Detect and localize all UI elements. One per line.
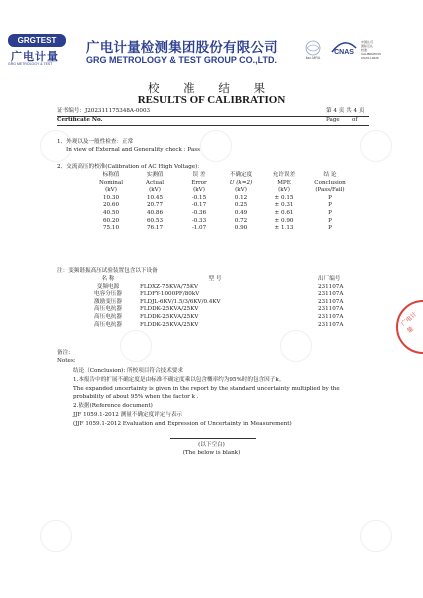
uncertainty-note-en-a: The expanded uncertainty is given in the report by the standard uncertainty multiplied by the (73, 386, 340, 392)
of-label-en: of (352, 117, 358, 123)
svg-text:CNAS: CNAS (334, 49, 354, 56)
table-row: 60.20 60.53 -0.33 0.72 ± 0.90 P (102, 217, 332, 224)
page-label-en: Page (326, 117, 340, 123)
table-row: 激励变压器 FLDJL-6KV/1.5/3/6KV/0.4KV 231107A (94, 298, 344, 305)
company-logo: GRGTEST (8, 34, 66, 47)
svg-text:ilac-MRA: ilac-MRA (305, 56, 321, 60)
table-row: 高压电抗器 FLDDK-25KVA/25KV 231107A (94, 321, 344, 328)
calibration-table (90, 172, 354, 233)
ilac-mra-logo-icon (301, 40, 325, 60)
table-units: (kV) (kV) (kV) (kV) (kV) (Pass/Fail) (105, 187, 345, 194)
cnas-caption: 中国认可 国际互认 校准 CALIBRATION CNAS L0446 (361, 40, 381, 60)
conclusion-text: 结论（Conclusion): 所校项目符合技术要求 (73, 368, 183, 374)
logo-sub-text: GRG METROLOGY & TEST (8, 62, 53, 66)
divider (57, 116, 369, 117)
equipment-table (76, 276, 360, 329)
company-name-en: GRG METROLOGY & TEST GROUP CO.,LTD. (86, 55, 278, 65)
table-header-en: Nominal Actual Error U (k=2) MPE Conclusion (98, 179, 346, 186)
blank-note-en: (The below is blank) (182, 450, 241, 456)
title-en: RESULTS OF CALIBRATION (137, 94, 286, 106)
section1-cn: 1、外观以及一般性检查：正常 (57, 139, 134, 145)
notes-label-cn: 备注: (57, 350, 71, 356)
reference-doc-cn: JJF 1059.1-2012 测量不确定度评定与表示 (73, 412, 183, 418)
blank-note-cn: (以下空白) (198, 442, 225, 448)
table-row: 高压电抗器 FLDDK-25KVA/25KV 231107A (94, 306, 344, 313)
equipment-header: 名 称 型 号 出厂编号 (101, 276, 341, 282)
company-name-cn: 广电计量检测集团股份有限公司 (86, 40, 278, 56)
table-row: 10.30 10.45 -0.15 0.12 ± 0.15 P (102, 194, 332, 201)
watermark (40, 130, 72, 162)
table-row: 电容分压器 FLDFY-1000PF/80kV 231107A (94, 291, 344, 298)
watermark (40, 520, 72, 552)
table-header-cn: 标称值 实测值 误 差 不确定度 允许误差 结 论 (102, 172, 337, 178)
divider (57, 125, 369, 126)
table-row: 变频电源 FLDXZ-75KVA/75KV 231107A (96, 283, 344, 290)
table-row: 20.60 20.77 -0.17 0.25 ± 0.31 P (102, 202, 332, 209)
cnas-logo-icon (329, 38, 359, 60)
certificate-number-en: Certificate No. (57, 117, 103, 123)
title-cn: 校 准 结 果 (148, 81, 275, 95)
equipment-note-title: 注：变频谐振高压试验装置包含以下设备 (57, 268, 158, 274)
reference-label: 2.依据(Reference document) (73, 403, 153, 409)
certificate-number: 证书编号：J202311175348A-0003 (57, 108, 151, 114)
table-row: 40.50 40.86 -0.36 0.49 ± 0.61 P (102, 209, 332, 216)
official-seal-text: 广电计量 (399, 310, 419, 335)
table-row: 高压电抗器 FLDDK-25KVA/25KV 231107A (94, 313, 344, 320)
watermark (360, 520, 392, 552)
section1-en: In view of External and Generality check : Pass (66, 147, 200, 153)
uncertainty-note-en-b: probability of about 95% when the factor k . (73, 394, 199, 400)
watermark (360, 130, 392, 162)
watermark (200, 130, 232, 162)
watermark (280, 330, 312, 362)
blank-divider (170, 438, 256, 439)
table-row: 75.10 76.17 -1.07 0.90 ± 1.13 P (102, 225, 332, 232)
uncertainty-note-cn: 1.本报告中的扩展不确定度是由标准不确定度乘以包含概率约为95%时的包含因子k。 (73, 377, 285, 383)
page-indicator-cn: 第 4 页 共 4 页 (326, 108, 365, 114)
reference-doc-en: (JJF 1059.1-2012 Evaluation and Expression of Uncertainty in Measurement) (73, 421, 292, 427)
notes-label-en: Notes: (57, 358, 76, 364)
logo-cn-text: 广电计量 (11, 50, 59, 63)
watermark (120, 330, 152, 362)
section2-title: 2、交流高压的校准(Calibration of AC High Voltage)： (57, 164, 203, 170)
